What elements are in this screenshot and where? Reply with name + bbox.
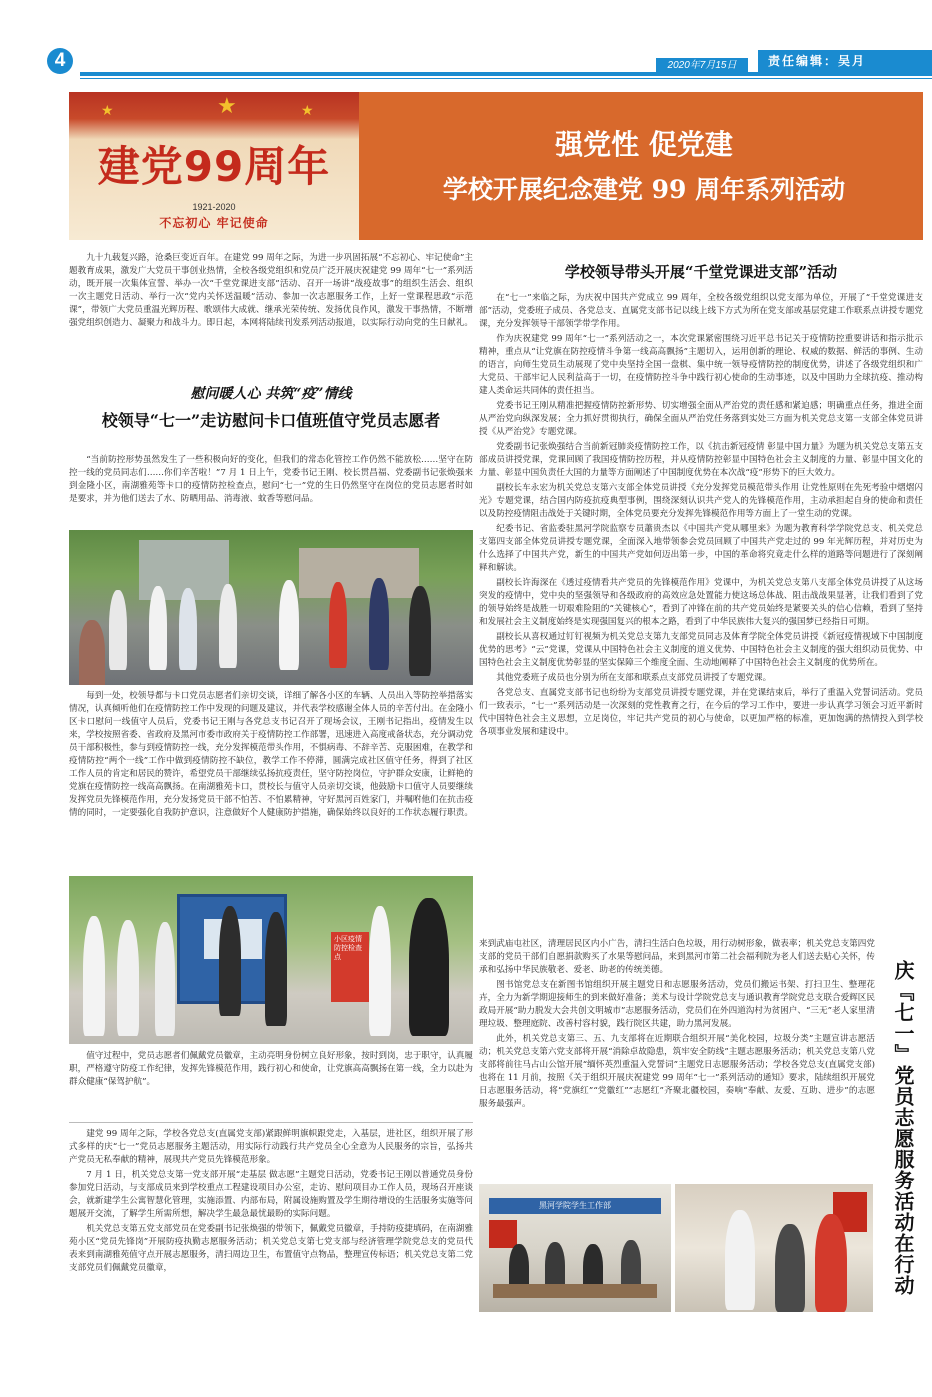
photo-person (279, 580, 299, 670)
photo-building (299, 548, 419, 598)
photo-table (493, 1284, 657, 1298)
article3-paragraph: 建党 99 周年之际，学校各党总支(直属党支部)紧跟鲜明旗帜跟党走，入基层，进社区，组织开展了形式多样的庆“七一”党员志愿服务主题活动，用实际行动践行共产党员全心全意为人民服务的宗旨，弘扬共产党员无私奉献的精神，展现共产党员先锋模范形象。 (69, 1129, 473, 1165)
intro-text: 九十九载复兴路，沧桑巨变近百年。在建党 99 周年之际，为进一步巩固拓展“不忘初心、牢记使命”主题教育成果，激发广大党员干事创业热情，全校各级党组织和党员广泛开展庆祝建党 99 周年“七一”系列活动，既开展一次集体宣誓、举办一次“千堂党课进支部”活动、召开一场讲“战疫故事”的组织生活会、组织一次主题党日活动、举行一次“党内关怀送温暖”活动、参加一次志愿服务工作，上好一堂课程思政“示范课”，带领广大党员重温光辉历程、歌颂伟大成就、继承光荣传统、发扬优良作风，激发干事热情，不断增强党组织创造力、凝聚力和战斗力。即日起，本网将陆续刊发系列活动报道，以实际行动向党的生日献礼。 (69, 253, 473, 328)
article2-paragraph: 其他党委班子成员也分别为所在支部和联系点支部党员讲授了专题党课。 (496, 673, 772, 683)
photo-wall-sign-text: 黑河学院学生工作部 (539, 1201, 611, 1210)
article2-paragraph: 副校长许海深在《透过疫情看共产党员的先锋模范作用》党课中，为机关党总支第八支部全体党员讲授了从这场突发的疫情中，党中央的坚强领导和各级政府的高效应急处置能力使这场总体战、阻击战战果显著，让我们看到了党的领导始终是战胜一切艰难险阻的“关键核心”，看到了冲锋在前的共产党员始终是紧要关头的信心信赖，看到了坚持和发展社会主义制度始终是实现强国复兴的根本之路，看到了中华民族伟大复兴的强国梦已经指日可期。 (479, 578, 923, 627)
photo-person (265, 912, 287, 1026)
photo-person (149, 586, 167, 670)
article3-vertical-title: 庆『七一』党员志愿服务活动在行动 (891, 960, 915, 1296)
article3-paragraph: 图书馆党总支在新图书馆组织开展主题党日和志愿服务活动，党员们搬运书架、打扫卫生、整理花卉，全力为新学期迎接师生的到来做好准备；美术与设计学院党总支与通识教育学院党总支联合爱辉区民政局开展“助力脱发大会共创文明城市”志愿服务活动，党员们在外四道沟村为贫困户、“三无”老人家里清理垃圾、整理庭院、改善村容村貌，践行院区共建，助力黑河发展。 (479, 980, 875, 1029)
star-icon: ★ (101, 103, 114, 119)
article2-paragraph: 纪委书记、省监委驻黑河学院监察专员蕭贵杰以《中国共产党从哪里来》为题为教育科学学院党总支、机关党总支第四支部全体党员讲授专题党课，全面深入地带领参会党员回顾了中国共产党走过的 99 年光辉历程，并对历史为什么选择了中国共产党，新生的中国共产党如何迈出第一步，中国的革命将究竟走什么样的道路等问题进行了深刻阐释和解读。 (479, 524, 923, 573)
article1-body-mid (69, 690, 473, 822)
banner-slogan: 不忘初心 牢记使命 (159, 216, 269, 230)
issue-date-text: 2020年7月15日 (667, 60, 737, 71)
photo-person (219, 584, 237, 668)
header-rule-thin (80, 78, 932, 79)
photo-person (83, 916, 105, 1036)
article3-body-right (479, 938, 875, 1113)
article3-paragraph: 来到武庙屯社区，清理居民区内小广告，清扫生活白色垃圾，用行动树形象，做表率；机关党总支第四党支部的党员干部们自愿捐款购买了水果等慰问品，来到黑河市第二社会福利院为老人们送去贴心关怀，传承和弘扬中华民族敬老、爱老、助老的传统美德。 (479, 939, 875, 975)
photo-person (109, 590, 127, 670)
banner-title-line1: 强党性 促党建 (555, 128, 733, 161)
article2-paragraph: 党委副书记张焕强结合当前新冠肺炎疫情防控工作，以《抗击新冠疫情 彰显中国力量》为题为机关党总支第五支部成员讲授党课，党课回顾了我国疫情防控历程，并从疫情防控彰显中国特色社会主义制度的力量、彰显中国文化的力量、彰显中国负责任大国的力量等方面阐述了中国制度优势在本次战“疫”形势下的巨大效力。 (479, 442, 923, 478)
article1-paragraph: 每到一处，校领导都与卡口党员志愿者们亲切交谈，详细了解各小区的车辆、人员出入等防控举措落实情况，认真倾听他们在疫情防控工作中发现的问题及建议，并代表学校感谢全体人员的辛苦付出。在金隆小区卡口慰问一线值守人员后，党委书记王刚与各党总支书记召开了现场会议，王刚书记指出，疫情发生以来，学校按照省委、省政府及黑河市委市政府关于疫情防控工作部署，迅速进入高度戒备状态，充分调动党员干部积极性，参与到疫情防控一线，充分发挥模范带头作用，不惧病毒、不辞辛苦、克服困难，在教学和疫情防控“两个一线”工作中做到疫情防控不缺位，教学工作不停滞，圆满完成社区值守任务，得到了社区工作人员的肯定和居民的赞许，希望党员干部继续弘扬抗疫责任，坚守防控岗位，守护群众安康，让鲜艳的党旗在疫情防控一线高高飘扬。在南湖雅苑卡口，贯校长与值守人员亲切交谈，他鼓励卡口值守人员要继续发挥党员先锋模范作用，充分发扬党员干部不怕苦、不怕累精神，守好黑河百姓家门，并嘱咐他们在抗击疫情的同时，一定要强化自我防护意识，注意做好个人健康防护措施，确保始终以良好的工作状态履行职责。 (69, 691, 473, 818)
article2-paragraph: 副校长车永宏为机关党总支第六支部全体党员讲授《充分发挥党员模范带头作用 让党性原则在先死考验中熠熠闪光》专题党课，结合国内防疫抗疫典型事例，围绕深刻认识共产党人的先锋模范作用，主动承担起自身的使命和责任以及防控疫情阻击战处于关键时期，全体党员要充分发挥先锋模范作用等方面上了一堂生动的党课。 (479, 483, 923, 519)
photo-person (117, 920, 139, 1036)
article3-photo-visit (675, 1184, 873, 1312)
photo-wall-sign (489, 1198, 661, 1214)
article2-body (479, 292, 923, 741)
editor-credit (758, 50, 932, 73)
photo-person (369, 578, 389, 670)
page-number: 4 (54, 50, 66, 71)
photo-person (179, 588, 197, 670)
article1-paragraph: “当前防控形势虽然发生了一些积极向好的变化，但我们的常态化管控工作仍然不能放松……坚守在防控一线的党员同志们……你们辛苦啦！”7 月 1 日上午，党委书记王刚、校长贯昌福、党委副书记张焕强来到金隆小区，南湖雅苑等卡口的疫情防控检查点，慰问“七一”党的生日仍然坚守在岗位的党员志愿者时如是要求，并为他们送去了水、防晒用品、消毒液、蚊香等慰问品。 (69, 455, 473, 504)
article2-title: 学校领导带头开展“千堂党课进支部”活动 (564, 263, 838, 281)
photo-flag (489, 1220, 517, 1248)
article3-paragraph: 此外，机关党总支第三、五、九支部将在近期联合组织开展“美化校园，垃圾分类”主题宣讲志愿活动；机关党总支第六党支部将开展“消除卓故隐患，筑牢安全防线”主题志愿服务活动；机关党总支第八党支部将前往马占山公馆开展“缅怀英烈重温入党誓词”主题党日志愿服务活动；学校各党总支(直属党支部)也将在 11 月前，按照《关于组织开展庆祝建党 99 周年“七一”系列活动的通知》要求，陆续组织开展党日志愿服务活动，将“党旗红”“党徽红”“志愿红”齐聚北疆校园，奏响“奉献、友爱、互助、进步”的志愿服务最强声。 (479, 1034, 875, 1109)
photo-person (725, 1210, 755, 1310)
article1-photo-checkpoint (69, 876, 473, 1044)
article2-paragraph: 副校长从喜权通过钉钉视频为机关党总支第九支部党员同志及体育学院全体党员讲授《新冠疫情视域下中国制度优势的思考》“云”党课，党课从中国特色社会主义制度的道义优势、中国特色社会主义制度的强大组织动员优势、中国特色社会主义制度优势彰显的坚实保障三个维度全面、生动地阐释了中国特色社会主义制度的优势所在。 (479, 632, 923, 668)
article3-paragraph: 7 月 1 日，机关党总支第一党支部开展“走基层 做志愿”主题党日活动，党委书记王刚以普通党员身份参加党日活动，与支部成员来到学校重点工程建设项目办公室，走访、慰问项目办工作人员，现场召开座谈会，就新建学生公寓智慧化管理，实施添置、内部布局，附属设施购置及学生期待增设的生活服务实施等问题展开交流，了解学生所需所想，解决学生最急最忧最盼的实际问题。 (69, 1170, 473, 1219)
checkpoint-sign-text: 小区疫情防控检查点 (334, 935, 362, 961)
article3-photo-meeting (479, 1184, 671, 1312)
photo-person (369, 906, 391, 1036)
article1-paragraph: 值守过程中，党员志愿者们佩戴党员徽章，主动亮明身份树立良好形象，按时到岗，忠于职守，认真履职，严格遵守防疫工作纪律，发挥先锋模范作用，践行初心和使命，让党旗高高飘扬在第一线，全力以赴为群众健康“保驾护航”。 (69, 1051, 473, 1087)
article1-body-bottom (69, 1050, 473, 1091)
article3-paragraph: 机关党总支第五党支部党员在党委副书记张焕强的带领下，佩戴党员徽章，手持防疫捷填码，在南湖雅苑小区“党员先锋岗”开展防疫执勤志愿服务活动；机关党总支第七党支部与经济管理学院党总支的党员代表来到南湖雅苑值守点开展志愿服务，清扫周边卫生，布置值守点物品，整理宣传标语；机关党总支第二党支部党员们佩戴党员徽章， (69, 1224, 473, 1273)
banner (69, 92, 923, 240)
photo-person (815, 1214, 847, 1312)
article2-paragraph: 各党总支、直属党支部书记也纷纷为支部党员讲授专题党课，并在党课结束后，举行了重温入党誓词活动。党员们一致表示，“七一”系列活动是一次深刻的党性教育之行，在今后的学习工作中，要进一步认真学习领会习近平新时代中国特色社会主义思想，立足岗位，牢记共产党员的初心与使命，以更加严格的标准，更加饱满的热情投入到学校各项事业发展和建设中。 (479, 688, 923, 737)
photo-person (775, 1224, 805, 1312)
checkpoint-sign (331, 932, 369, 1002)
photo-person (219, 906, 241, 1016)
article2-paragraph: 作为庆祝建党 99 周年“七一”系列活动之一，本次党课紧密围绕习近平总书记关于疫情防控重要讲话和指示批示精神，重点从“让党旗在防控疫情斗争第一线高高飘扬”主题切入，运用创新的理论、权威的数据、鲜活的事例、生动的语言，向师生党员生动展现了党中央坚持全国一盘棋、集中统一领导疫情防控的制度优势，讲述了各级党组织和广大党员、干部牢记人民利益高于一切，在疫情防控斗争中践行初心使命的生动事迹，以及中国助力全球抗疫、推动构建人类命运共同体的责任担当。 (479, 334, 923, 396)
article3-divider (69, 1122, 473, 1123)
article2-paragraph: 党委书记王刚从精准把握疫情防控新形势、切实增强全面从严治党的责任感和紧迫感；明确重点任务，推进全面从严治党向纵深发展；全力抓好贯彻执行，确保全面从严治党任务落到实处三方面为机关党总支第一支部全体党员讲授《从严治党》专题党课。 (479, 401, 923, 437)
intro-block (69, 252, 473, 332)
photo-person (409, 898, 449, 1036)
article3-body-left (69, 1128, 473, 1277)
article1-kicker: 慰问暖人心 共筑“疫”情线 (190, 386, 352, 402)
editor-credit-text: 责任编辑：吴月 (768, 54, 867, 68)
article1-body-top (69, 454, 473, 508)
banner-title-line2: 学校开展纪念建党 99 周年系列活动 (442, 175, 846, 204)
star-icon: ★ (217, 94, 237, 119)
photo-person (329, 582, 347, 668)
banner-logo-text: 建党99周年 (97, 142, 331, 191)
banner-logo-panel (69, 92, 359, 240)
photo-person (409, 586, 431, 676)
article1-photo-volunteers (69, 530, 473, 685)
page-number-badge (47, 48, 73, 74)
photo-person (79, 620, 105, 685)
article1-title: 校领导“七一”走访慰问卡口值班值守党员志愿者 (101, 411, 441, 430)
photo-person (155, 922, 175, 1036)
issue-date (656, 58, 748, 73)
banner-years: 1921-2020 (192, 202, 236, 212)
article2-paragraph: 在“七一”来临之际，为庆祝中国共产党成立 99 周年，全校各级党组织以党支部为单位，开展了“千堂党课进支部”活动，党委班子成员、各党总支、直属党支部书记以线上线下方式为所在党支部或基层党建工作联系点讲授专题党课，充分发挥领导干部领学带学作用。 (479, 293, 923, 329)
star-icon: ★ (301, 103, 314, 119)
